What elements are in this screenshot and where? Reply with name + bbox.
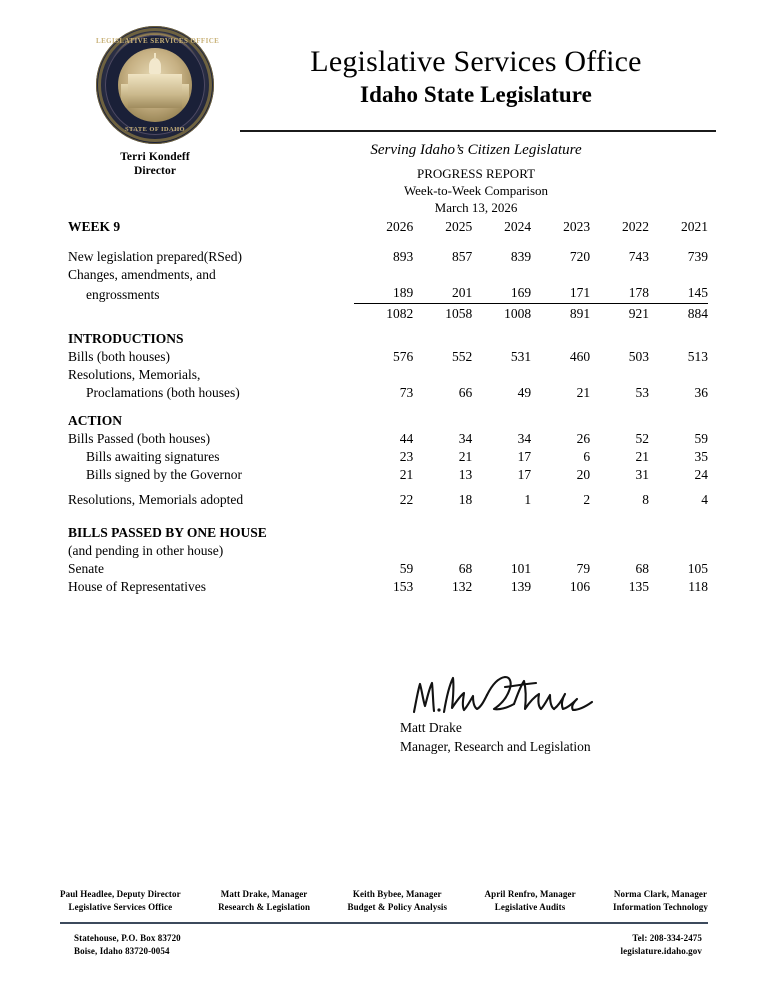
total-value: 921 bbox=[628, 306, 650, 321]
total-value: 884 bbox=[687, 306, 708, 321]
total-value: 891 bbox=[569, 306, 591, 321]
row-value: 20 bbox=[576, 467, 591, 482]
director-title: Director bbox=[133, 165, 177, 177]
staff-dept: Legislative Services Office bbox=[68, 901, 173, 912]
row-value: 53 bbox=[635, 385, 650, 400]
row-value: 68 bbox=[635, 561, 650, 576]
row-value: 743 bbox=[628, 249, 650, 264]
year-column-2024: 2024 bbox=[504, 219, 532, 234]
table-row bbox=[68, 348, 708, 366]
table-row bbox=[68, 384, 708, 402]
row-value bbox=[531, 266, 590, 284]
section-subtitle-row bbox=[68, 542, 708, 560]
handwritten-signature-image bbox=[410, 672, 600, 718]
row-value: 531 bbox=[510, 349, 532, 364]
footer-divider bbox=[60, 922, 708, 924]
row-value: 66 bbox=[458, 385, 473, 400]
tagline: Serving Idaho’s Citizen Legislature bbox=[370, 142, 582, 158]
seal-top-text: LEGISLATIVE SERVICES OFFICE bbox=[96, 37, 220, 45]
progress-report-table bbox=[68, 218, 708, 596]
row-label: New legislation prepared(RSed) bbox=[68, 249, 242, 264]
row-label: Bills signed by the Governor bbox=[86, 467, 242, 482]
footer-address-block bbox=[60, 932, 708, 957]
idaho-state-capitol-seal-icon bbox=[96, 26, 220, 144]
capitol-dome bbox=[149, 58, 161, 74]
row-value: 153 bbox=[393, 579, 414, 594]
row-value: 79 bbox=[576, 561, 591, 576]
table-total-row bbox=[68, 304, 708, 324]
row-value: 169 bbox=[472, 284, 531, 304]
capitol-body bbox=[128, 74, 182, 108]
row-value: 6 bbox=[583, 449, 591, 464]
row-value: 44 bbox=[399, 431, 414, 446]
row-value bbox=[354, 266, 413, 284]
row-value: 21 bbox=[458, 449, 473, 464]
row-value: 21 bbox=[576, 385, 591, 400]
row-value: 171 bbox=[531, 284, 590, 304]
seal-bottom-text: STATE OF IDAHO bbox=[124, 126, 185, 133]
row-value bbox=[472, 266, 531, 284]
table-row bbox=[68, 430, 708, 448]
row-value: 118 bbox=[688, 579, 708, 594]
row-value: 139 bbox=[510, 579, 532, 594]
row-label: Bills (both houses) bbox=[68, 349, 171, 364]
table-row bbox=[68, 560, 708, 578]
row-value: 23 bbox=[399, 449, 414, 464]
row-value: 21 bbox=[635, 449, 650, 464]
signature-title: Manager, Research and Legislation bbox=[400, 739, 591, 754]
staff-dept: Legislative Audits bbox=[494, 901, 566, 912]
row-value: 17 bbox=[517, 467, 532, 482]
row-spacer bbox=[68, 509, 708, 524]
row-value: 17 bbox=[517, 449, 532, 464]
row-value: 22 bbox=[399, 492, 414, 507]
row-value: 106 bbox=[569, 579, 591, 594]
row-value: 36 bbox=[694, 385, 708, 400]
section-subtitle: (and pending in other house) bbox=[68, 543, 224, 558]
staff-entry bbox=[613, 888, 708, 913]
report-subtitle: Week-to-Week Comparison bbox=[403, 183, 549, 198]
total-value: 1008 bbox=[504, 306, 532, 321]
row-label: Resolutions, Memorials, bbox=[68, 367, 201, 382]
staff-name: Keith Bybee, Manager bbox=[352, 889, 442, 899]
table-row bbox=[68, 448, 708, 466]
report-heading bbox=[236, 165, 716, 216]
row-value: 8 bbox=[642, 492, 650, 507]
phone-number: Tel: 208-334-2475 bbox=[632, 933, 702, 943]
report-date: March 13, 2026 bbox=[434, 200, 518, 215]
row-value: 59 bbox=[399, 561, 414, 576]
row-value: 460 bbox=[569, 349, 591, 364]
table-row bbox=[68, 266, 708, 284]
year-column-2025: 2025 bbox=[445, 219, 473, 234]
row-value: 101 bbox=[510, 561, 532, 576]
staff-entry bbox=[347, 888, 447, 913]
table-row bbox=[68, 284, 708, 304]
row-value: 739 bbox=[687, 249, 708, 264]
row-label: Bills Passed (both houses) bbox=[68, 431, 211, 446]
staff-name: Norma Clark, Manager bbox=[613, 889, 708, 899]
row-value: 145 bbox=[649, 284, 708, 304]
staff-dept: Budget & Policy Analysis bbox=[347, 901, 448, 912]
row-value: 503 bbox=[628, 349, 650, 364]
body-title: Idaho State Legislature bbox=[360, 82, 592, 107]
row-value: 720 bbox=[569, 249, 591, 264]
row-label bbox=[68, 304, 354, 324]
row-label: Senate bbox=[68, 561, 104, 576]
table-row bbox=[68, 578, 708, 596]
table-row bbox=[68, 366, 708, 384]
row-value: 73 bbox=[399, 385, 414, 400]
row-value: 26 bbox=[576, 431, 591, 446]
year-column-2023: 2023 bbox=[563, 219, 591, 234]
row-spacer bbox=[68, 323, 708, 330]
staff-dept: Information Technology bbox=[613, 901, 708, 912]
row-value bbox=[413, 266, 472, 284]
row-value: 24 bbox=[694, 467, 708, 482]
row-spacer bbox=[68, 484, 708, 491]
row-label: Bills awaiting signatures bbox=[86, 449, 220, 464]
capitol-spire bbox=[154, 53, 156, 60]
row-value: 105 bbox=[687, 561, 708, 576]
staff-entry bbox=[485, 888, 576, 913]
total-value: 1058 bbox=[445, 306, 473, 321]
section-heading-row bbox=[68, 412, 708, 430]
table-header-row bbox=[68, 218, 708, 238]
row-value: 132 bbox=[451, 579, 473, 594]
staff-name: April Renfro, Manager bbox=[484, 889, 576, 899]
table-row bbox=[68, 466, 708, 484]
row-label: Resolutions, Memorials adopted bbox=[68, 492, 244, 507]
seal-capitol-image bbox=[118, 48, 192, 122]
row-label: Proclamations (both houses) bbox=[86, 385, 240, 400]
row-value: 59 bbox=[694, 431, 708, 446]
row-value: 552 bbox=[451, 349, 473, 364]
header-divider bbox=[240, 130, 716, 132]
section-title: BILLS PASSED BY ONE HOUSE bbox=[68, 525, 267, 540]
row-value: 857 bbox=[451, 249, 473, 264]
staff-entry bbox=[60, 888, 181, 913]
staff-dept: Research & Legislation bbox=[218, 901, 311, 912]
row-value: 52 bbox=[635, 431, 650, 446]
row-value: 839 bbox=[510, 249, 532, 264]
section-title: INTRODUCTIONS bbox=[68, 331, 184, 346]
year-column-2021: 2021 bbox=[681, 219, 708, 234]
row-value: 513 bbox=[687, 349, 708, 364]
row-value bbox=[649, 266, 708, 284]
row-value: 576 bbox=[393, 349, 414, 364]
row-value: 31 bbox=[635, 467, 650, 482]
mailing-address bbox=[60, 932, 181, 957]
row-value: 13 bbox=[458, 467, 473, 482]
document-header bbox=[0, 0, 768, 215]
website-url[interactable]: legislature.idaho.gov bbox=[620, 945, 702, 956]
row-value: 189 bbox=[354, 284, 413, 304]
year-column-2022: 2022 bbox=[622, 219, 650, 234]
signature-block bbox=[398, 672, 718, 756]
row-value: 68 bbox=[458, 561, 473, 576]
row-spacer bbox=[68, 238, 708, 248]
section-heading-row bbox=[68, 524, 708, 542]
report-title: PROGRESS REPORT bbox=[416, 166, 536, 181]
row-value: 18 bbox=[458, 492, 473, 507]
row-value: 49 bbox=[517, 385, 532, 400]
row-value: 35 bbox=[694, 449, 708, 464]
row-value: 21 bbox=[399, 467, 414, 482]
row-label: Changes, amendments, and bbox=[68, 267, 216, 282]
row-value: 4 bbox=[701, 492, 708, 507]
row-value: 34 bbox=[458, 431, 473, 446]
row-value: 201 bbox=[413, 284, 472, 304]
row-label: engrossments bbox=[86, 286, 160, 302]
table-row bbox=[68, 491, 708, 509]
signature-name: Matt Drake bbox=[400, 720, 462, 735]
total-value: 1082 bbox=[386, 306, 414, 321]
table-row bbox=[68, 248, 708, 266]
contact-info bbox=[621, 932, 708, 957]
section-title: ACTION bbox=[68, 413, 123, 428]
staff-entry bbox=[218, 888, 310, 913]
row-value bbox=[590, 266, 649, 284]
row-value: 135 bbox=[628, 579, 650, 594]
title-block bbox=[236, 44, 716, 109]
row-value: 2 bbox=[583, 492, 591, 507]
footer-staff-list bbox=[60, 888, 708, 913]
row-value: 178 bbox=[590, 284, 649, 304]
row-value: 1 bbox=[524, 492, 532, 507]
staff-name: Matt Drake, Manager bbox=[220, 889, 308, 899]
row-spacer bbox=[68, 402, 708, 412]
week-label: WEEK 9 bbox=[68, 219, 121, 234]
office-title: Legislative Services Office bbox=[310, 45, 642, 78]
row-value: 893 bbox=[393, 249, 414, 264]
director-name: Terri Kondeff bbox=[120, 151, 190, 163]
seal-block bbox=[88, 26, 222, 178]
address-line-1: Statehouse, P.O. Box 83720 bbox=[74, 933, 181, 943]
section-heading-row bbox=[68, 330, 708, 348]
row-value: 34 bbox=[517, 431, 532, 446]
row-label: House of Representatives bbox=[68, 579, 206, 594]
staff-name: Paul Headlee, Deputy Director bbox=[60, 889, 181, 899]
address-line-2: Boise, Idaho 83720-0054 bbox=[74, 945, 170, 956]
year-column-2026: 2026 bbox=[386, 219, 414, 234]
